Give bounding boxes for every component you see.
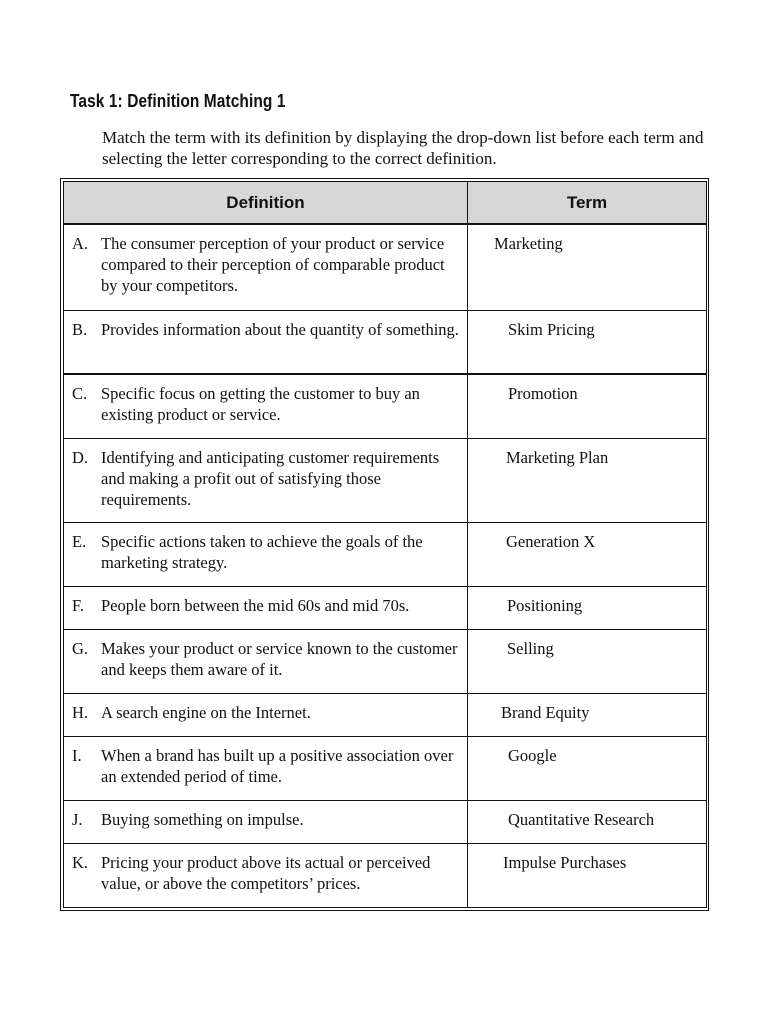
term-text: Marketing [494,234,563,253]
definition-letter: I. [72,745,82,765]
definition-letter: C. [72,384,88,403]
term-cell[interactable] [468,586,707,629]
term-text: Positioning [507,595,583,615]
term-text: Skim Pricing [508,319,595,339]
term-text: Selling [507,638,554,658]
definition-text: When a brand has built up a positive association over an extended period of time. [101,745,454,786]
term-cell[interactable] [468,736,707,800]
table-row [64,224,707,310]
term-cell[interactable] [468,843,707,908]
definition-text: Provides information about the quantity of something. [101,319,459,339]
table-row [64,310,707,374]
term-text: Impulse Purchases [503,852,627,872]
definition-letter: H. [72,702,89,722]
term-cell[interactable] [468,522,707,586]
definition-column-header: Definition [64,182,468,225]
definition-cell [64,693,468,736]
definition-cell [64,374,468,438]
definition-text: Identifying and anticipating customer requirements and making a profit out of satisfying those requirements. [101,447,440,509]
definition-letter: D. [72,447,89,467]
definition-matching-table [60,178,709,911]
table-row [64,586,707,629]
term-cell[interactable] [468,629,707,693]
definition-text: Pricing your product above its actual or perceived value, or above the competitors’ prices. [101,852,431,893]
definition-text: Buying something on impulse. [101,809,304,829]
term-column-header: Term [468,182,707,225]
table-row [64,800,707,843]
definition-cell [64,586,468,629]
table-row [64,736,707,800]
definition-letter: J. [72,809,83,829]
definition-cell [64,629,468,693]
term-cell[interactable] [468,693,707,736]
table-row [64,438,707,522]
definition-letter: F. [72,595,84,615]
definition-text: Specific actions taken to achieve the goals of the marketing strategy. [101,531,423,572]
term-text: Generation X [506,531,596,551]
term-text: Quantitative Research [508,809,655,829]
table-header-row [64,182,707,225]
definition-letter: A. [72,234,89,253]
definition-cell [64,736,468,800]
table-row [64,693,707,736]
definition-text: People born between the mid 60s and mid 70s. [101,595,410,615]
definition-text: Makes your product or service known to the customer and keeps them aware of it. [101,638,458,679]
term-cell[interactable] [468,224,707,310]
task-title: Task 1: Definition Matching 1 [70,91,286,111]
table-row [64,522,707,586]
definition-letter: G. [72,638,89,658]
table-row [64,629,707,693]
term-text: Marketing Plan [506,447,609,467]
definition-text: The consumer perception of your product or service compared to their perception of comparable product by your competitors. [101,234,445,295]
term-cell[interactable] [468,800,707,843]
term-text: Brand Equity [501,702,590,722]
task-instructions: Match the term with its definition by displaying the drop-down list before each term and selecting the letter corresponding to the correct definition. [102,128,704,168]
definition-text: A search engine on the Internet. [101,702,311,722]
table-row [64,374,707,438]
definition-cell [64,800,468,843]
definition-cell [64,843,468,908]
matching-table [63,181,707,908]
definition-cell [64,522,468,586]
term-cell[interactable] [468,310,707,374]
term-text: Google [508,745,557,765]
term-cell[interactable] [468,438,707,522]
definition-text: Specific focus on getting the customer to buy an existing product or service. [101,384,420,424]
definition-cell [64,310,468,374]
definition-letter: E. [72,531,87,551]
term-cell[interactable] [468,374,707,438]
definition-cell [64,438,468,522]
definition-letter: B. [72,319,88,339]
table-row [64,843,707,908]
term-text: Promotion [508,384,578,403]
definition-letter: K. [72,852,89,872]
definition-cell [64,224,468,310]
